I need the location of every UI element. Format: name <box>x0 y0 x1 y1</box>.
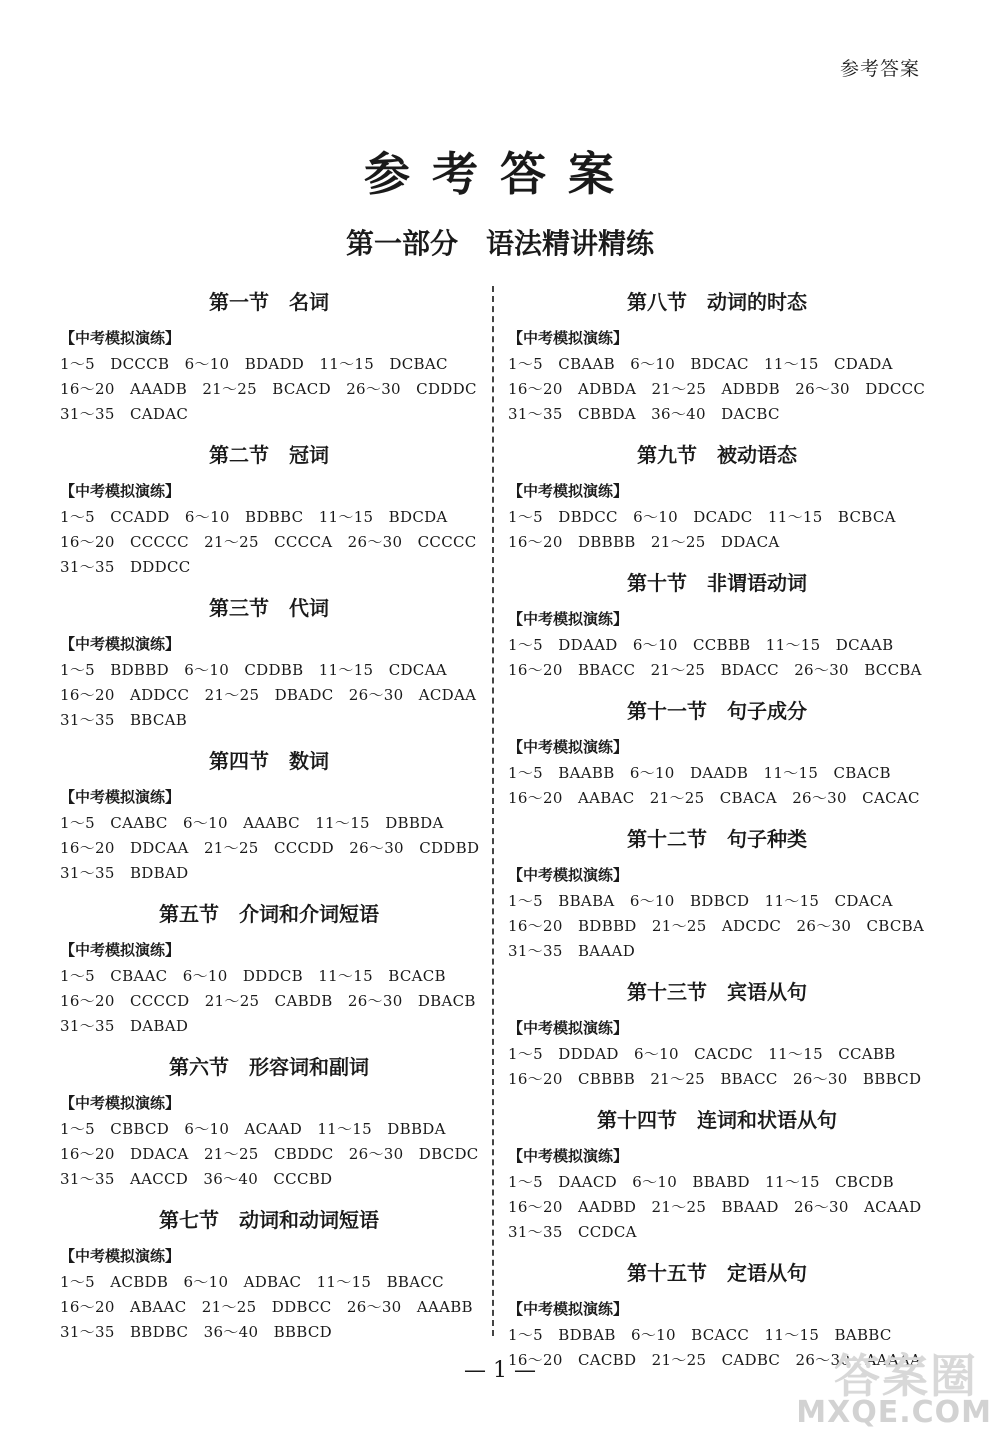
part-title: 第一部分 语法精讲精练 <box>345 227 654 260</box>
answer-line: 1～5 BBABA 6～10 BDBCD 11～15 CDACA <box>508 892 893 910</box>
watermark-logo-text: 答案圈 <box>834 1349 978 1403</box>
section-title: 第十一节 句子成分 <box>627 699 807 723</box>
section-title: 第二节 冠词 <box>209 443 329 467</box>
exercise-tag: 【中考模拟演练】 <box>508 738 629 756</box>
answer-line: 31～35 BBCAB <box>60 711 188 729</box>
exercise-tag: 【中考模拟演练】 <box>60 482 181 500</box>
answer-line: 1～5 DDAAD 6～10 CCBBB 11～15 DCAAB <box>508 636 894 654</box>
answer-line: 1～5 CBAAB 6～10 BDCAC 11～15 CDADA <box>508 355 893 373</box>
answer-line: 31～35 AACCD 36～40 CCCBD <box>60 1170 333 1188</box>
answer-line: 1～5 ACBDB 6～10 ADBAC 11～15 BBACC <box>60 1273 444 1291</box>
answer-line: 16～20 ADBDA 21～25 ADBDB 26～30 DDCCC <box>508 380 926 398</box>
answer-line: 1～5 CAABC 6～10 AAABC 11～15 DBBDA <box>60 814 444 832</box>
answer-line: 1～5 BDBAB 6～10 BCACC 11～15 BABBC <box>508 1326 892 1344</box>
answer-line: 16～20 AADBD 21～25 BBAAD 26～30 ACAAD <box>508 1198 922 1216</box>
answer-section <box>60 898 478 1039</box>
answer-section <box>508 286 926 427</box>
answer-line: 31～35 BAAAD <box>508 942 636 960</box>
section-title: 第九节 被动语态 <box>637 443 797 467</box>
answer-line: 16～20 BBACC 21～25 BDACC 26～30 BCCBA <box>508 661 922 679</box>
answer-line: 1～5 DCCCB 6～10 BDADD 11～15 DCBAC <box>60 355 448 373</box>
page-number: — 1 — <box>464 1358 536 1383</box>
exercise-tag: 【中考模拟演练】 <box>508 866 629 884</box>
answer-line: 1～5 CBBCD 6～10 ACAAD 11～15 DBBDA <box>60 1120 446 1138</box>
left-column <box>60 286 478 1357</box>
right-column <box>508 286 926 1385</box>
section-title: 第十四节 连词和状语从句 <box>597 1108 837 1132</box>
exercise-tag: 【中考模拟演练】 <box>508 610 629 628</box>
answer-section <box>508 439 926 555</box>
section-title: 第三节 代词 <box>209 596 329 620</box>
exercise-tag: 【中考模拟演练】 <box>508 482 629 500</box>
answer-section <box>60 745 478 886</box>
answer-section <box>60 286 478 427</box>
answer-line: 16～20 DDACA 21～25 CBDDC 26～30 DBCDC <box>60 1145 479 1163</box>
exercise-tag: 【中考模拟演练】 <box>60 788 181 806</box>
section-title: 第十二节 句子种类 <box>627 827 807 851</box>
section-title: 第十节 非谓语动词 <box>627 571 807 595</box>
answer-line: 1～5 CCADD 6～10 BDBBC 11～15 BDCDA <box>60 508 448 526</box>
answer-section <box>508 823 926 964</box>
exercise-tag: 【中考模拟演练】 <box>60 1094 181 1112</box>
answer-line: 16～20 ADDCC 21～25 DBADC 26～30 ACDAA <box>60 686 477 704</box>
header-corner-label: 参考答案 <box>839 58 920 80</box>
answer-line: 16～20 ABAAC 21～25 DDBCC 26～30 AAABB <box>60 1298 473 1316</box>
section-title: 第八节 动词的时态 <box>627 290 807 314</box>
exercise-tag: 【中考模拟演练】 <box>60 635 181 653</box>
answer-section <box>508 567 926 683</box>
section-title: 第六节 形容词和副词 <box>169 1055 369 1079</box>
exercise-tag: 【中考模拟演练】 <box>508 1147 629 1165</box>
exercise-tag: 【中考模拟演练】 <box>60 1247 181 1265</box>
answer-line: 16～20 DBBBB 21～25 DDACA <box>508 533 780 551</box>
answer-line: 1～5 DDDAD 6～10 CACDC 11～15 CCABB <box>508 1045 896 1063</box>
answer-section <box>60 439 478 580</box>
column-divider <box>492 286 494 1336</box>
answer-line: 1～5 BAABB 6～10 DAADB 11～15 CBACB <box>508 764 891 782</box>
page-title: 参考答案 <box>364 147 636 201</box>
answer-line: 31～35 DDDCC <box>60 558 191 576</box>
exercise-tag: 【中考模拟演练】 <box>508 1019 629 1037</box>
answer-line: 1～5 CBAAC 6～10 DDDCB 11～15 BCACB <box>60 967 446 985</box>
exercise-tag: 【中考模拟演练】 <box>60 329 181 347</box>
answer-line: 31～35 BBDBC 36～40 BBBCD <box>60 1323 332 1341</box>
section-title: 第一节 名词 <box>209 290 329 314</box>
answer-section <box>60 592 478 733</box>
watermark <box>752 1340 992 1430</box>
answer-section <box>508 1104 926 1245</box>
answer-line: 16～20 CCCCD 21～25 CABDB 26～30 DBACB <box>60 992 476 1010</box>
answer-line: 1～5 DAACD 6～10 BBABD 11～15 CBCDB <box>508 1173 894 1191</box>
answer-line: 16～20 AAADB 21～25 BCACD 26～30 CDDDC <box>60 380 477 398</box>
answer-line: 16～20 CBBBB 21～25 BBACC 26～30 BBBCD <box>508 1070 922 1088</box>
section-title: 第四节 数词 <box>209 749 329 773</box>
watermark-url: MXQE.COM <box>796 1395 992 1430</box>
answer-line: 16～20 CCCCC 21～25 CCCCA 26～30 CCCCC <box>60 533 477 551</box>
exercise-tag: 【中考模拟演练】 <box>508 329 629 347</box>
answer-line: 16～20 CACBD 21～25 CADBC 26～30 AAAAA <box>508 1351 922 1369</box>
answer-section <box>508 695 926 811</box>
exercise-tag: 【中考模拟演练】 <box>508 1300 629 1318</box>
answer-section <box>60 1204 478 1345</box>
answer-line: 31～35 CADAC <box>60 405 189 423</box>
section-title: 第十五节 定语从句 <box>627 1261 807 1285</box>
answer-line: 16～20 BDBBD 21～25 ADCDC 26～30 CBCBA <box>508 917 925 935</box>
answer-section <box>508 976 926 1092</box>
section-title: 第十三节 宾语从句 <box>627 980 807 1004</box>
section-title: 第七节 动词和动词短语 <box>159 1208 379 1232</box>
answer-line: 31～35 CCDCA <box>508 1223 637 1241</box>
answer-line: 1～5 DBDCC 6～10 DCADC 11～15 BCBCA <box>508 508 896 526</box>
answer-line: 16～20 DDCAA 21～25 CCCDD 26～30 CDDBD <box>60 839 480 857</box>
answer-line: 31～35 CBBDA 36～40 DACBC <box>508 405 780 423</box>
answer-section <box>60 1051 478 1192</box>
section-title: 第五节 介词和介词短语 <box>159 902 379 926</box>
answer-line: 1～5 BDBBD 6～10 CDDBB 11～15 CDCAA <box>60 661 447 679</box>
answer-line: 16～20 AABAC 21～25 CBACA 26～30 CACAC <box>508 789 920 807</box>
exercise-tag: 【中考模拟演练】 <box>60 941 181 959</box>
answer-line: 31～35 DABAD <box>60 1017 189 1035</box>
answer-line: 31～35 BDBAD <box>60 864 189 882</box>
